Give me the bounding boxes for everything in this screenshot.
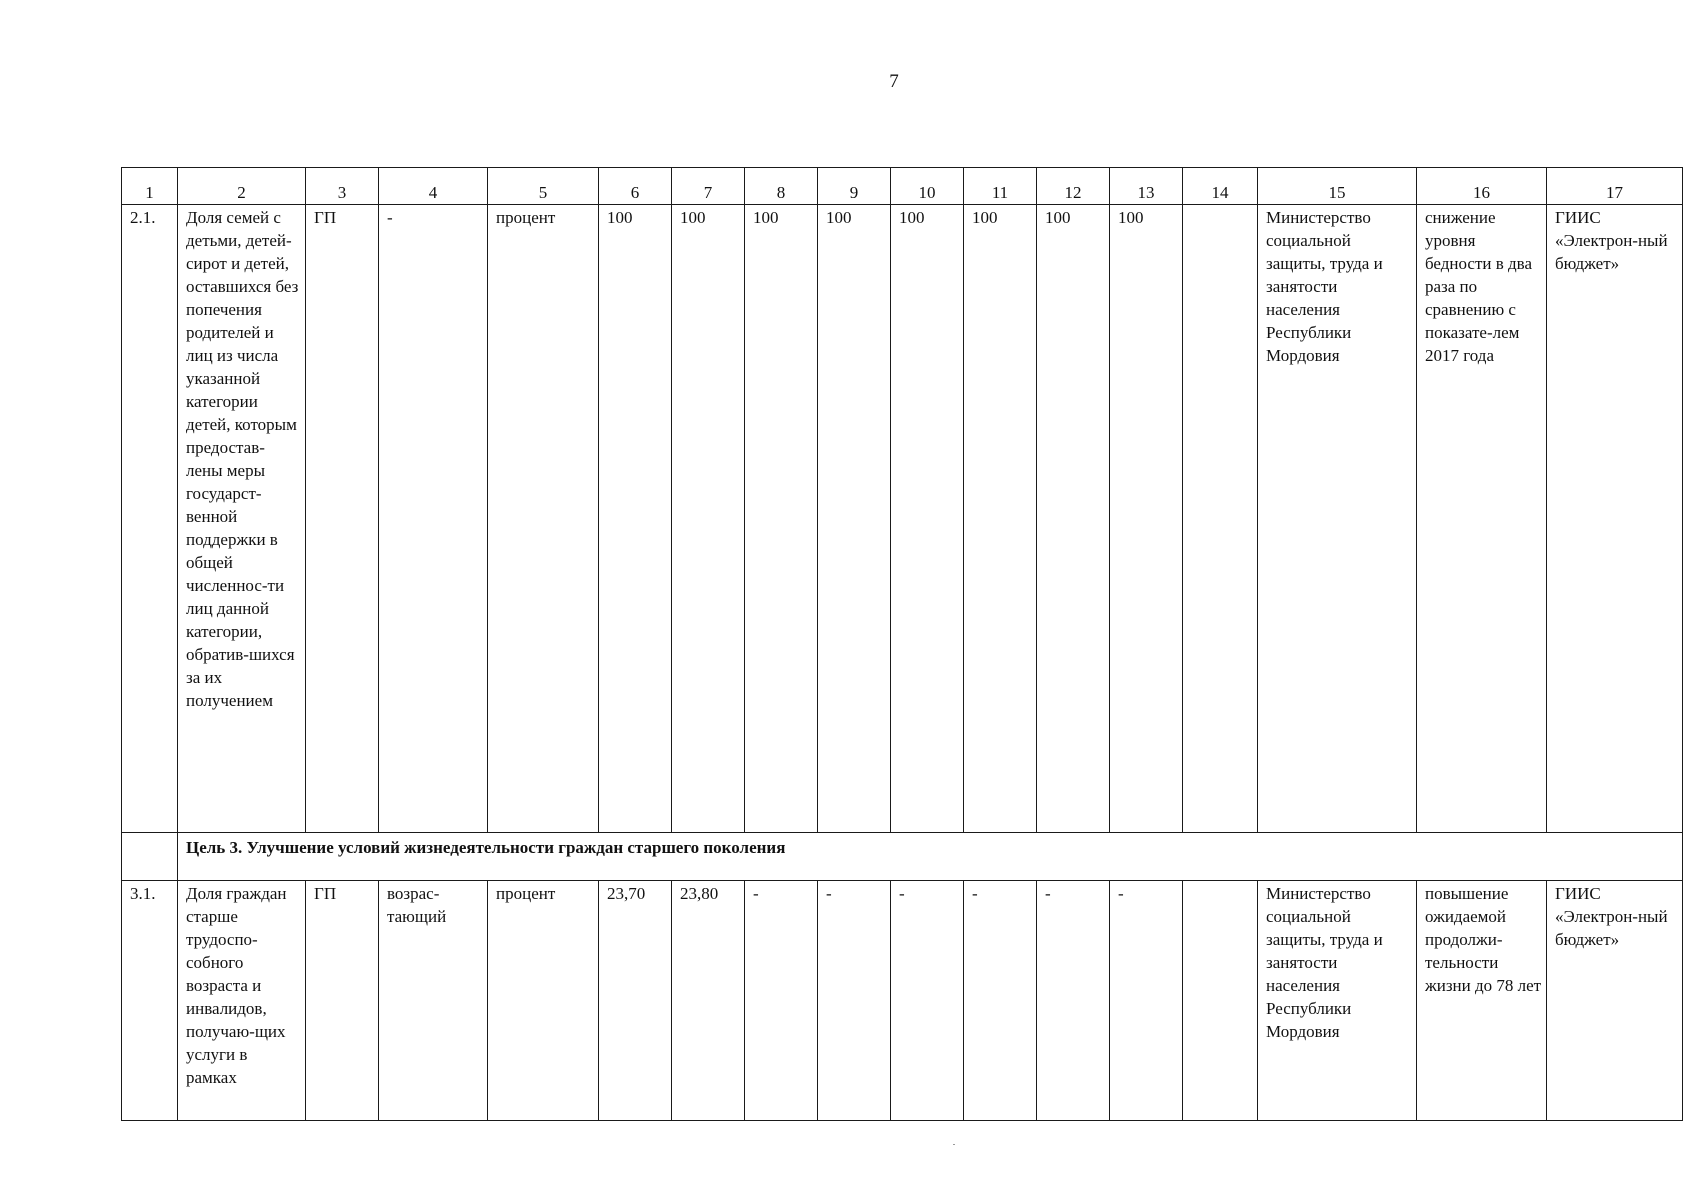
value-cell: 100 [745,205,818,833]
column-header: 5 [488,168,599,205]
value-cell: 23,80 [672,881,745,1121]
column-header: 9 [818,168,891,205]
column-header: 4 [379,168,488,205]
header-row [122,168,1683,205]
value-cell: 100 [964,205,1037,833]
row-number: 3.1. [122,881,178,1121]
indicator-trend: - [379,205,488,833]
indicators-table [121,167,1683,1121]
value-cell: - [818,881,891,1121]
unit-cell: процент [488,881,599,1121]
value-cell: 23,70 [599,881,672,1121]
system-cell: ГИИС «Электрон-ный бюджет» [1547,881,1683,1121]
column-header: 1 [122,168,178,205]
link-cell: снижение уровня бедности в два раза по сравнению с показате-лем 2017 года [1417,205,1547,833]
column-header: 2 [178,168,306,205]
system-cell: ГИИС «Электрон-ный бюджет» [1547,205,1683,833]
indicator-name: Доля семей с детьми, детей-сирот и детей, оставшихся без попечения родителей и лиц из числа указанной категории детей, которым предостав-лены меры государст-венной поддержки в общей численнос-ти лиц данной категории, обратив-шихся за их получением [178,205,306,833]
indicator-type: ГП [306,881,379,1121]
row-number: 2.1. [122,205,178,833]
column-header: 17 [1547,168,1683,205]
goal-number-cell [122,833,178,881]
column-header: 3 [306,168,379,205]
value-cell: - [1037,881,1110,1121]
column-header: 14 [1183,168,1258,205]
unit-cell: процент [488,205,599,833]
column-header: 11 [964,168,1037,205]
indicator-type: ГП [306,205,379,833]
column-header: 7 [672,168,745,205]
responsible-cell: Министерство социальной защиты, труда и занятости населения Республики Мордовия [1258,881,1417,1121]
column-header: 6 [599,168,672,205]
value-cell: 100 [672,205,745,833]
column-header: 16 [1417,168,1547,205]
column-header: 10 [891,168,964,205]
scan-artifact [953,1144,955,1145]
goal-heading: Цель 3. Улучшение условий жизнедеятельности граждан старшего поколения [178,833,1683,881]
indicator-name: Доля граждан старше трудоспо-собного возраста и инвалидов, получаю-щих услуги в рамках [178,881,306,1121]
value-cell: 100 [818,205,891,833]
value-cell: - [964,881,1037,1121]
value-cell: 100 [599,205,672,833]
value-cell: 100 [891,205,964,833]
indicator-trend: возрас-тающий [379,881,488,1121]
column-header: 13 [1110,168,1183,205]
value-cell: - [1110,881,1183,1121]
value-cell [1183,205,1258,833]
column-header: 8 [745,168,818,205]
table-row [122,881,1683,1121]
column-header: 15 [1258,168,1417,205]
page-number: 7 [889,71,899,92]
responsible-cell: Министерство социальной защиты, труда и занятости населения Республики Мордовия [1258,205,1417,833]
value-cell: 100 [1110,205,1183,833]
value-cell: - [745,881,818,1121]
column-header: 12 [1037,168,1110,205]
value-cell: 100 [1037,205,1110,833]
link-cell: повышение ожидаемой продолжи-тельности жизни до 78 лет [1417,881,1547,1121]
value-cell [1183,881,1258,1121]
table-row [122,205,1683,833]
goal-row [122,833,1683,881]
value-cell: - [891,881,964,1121]
